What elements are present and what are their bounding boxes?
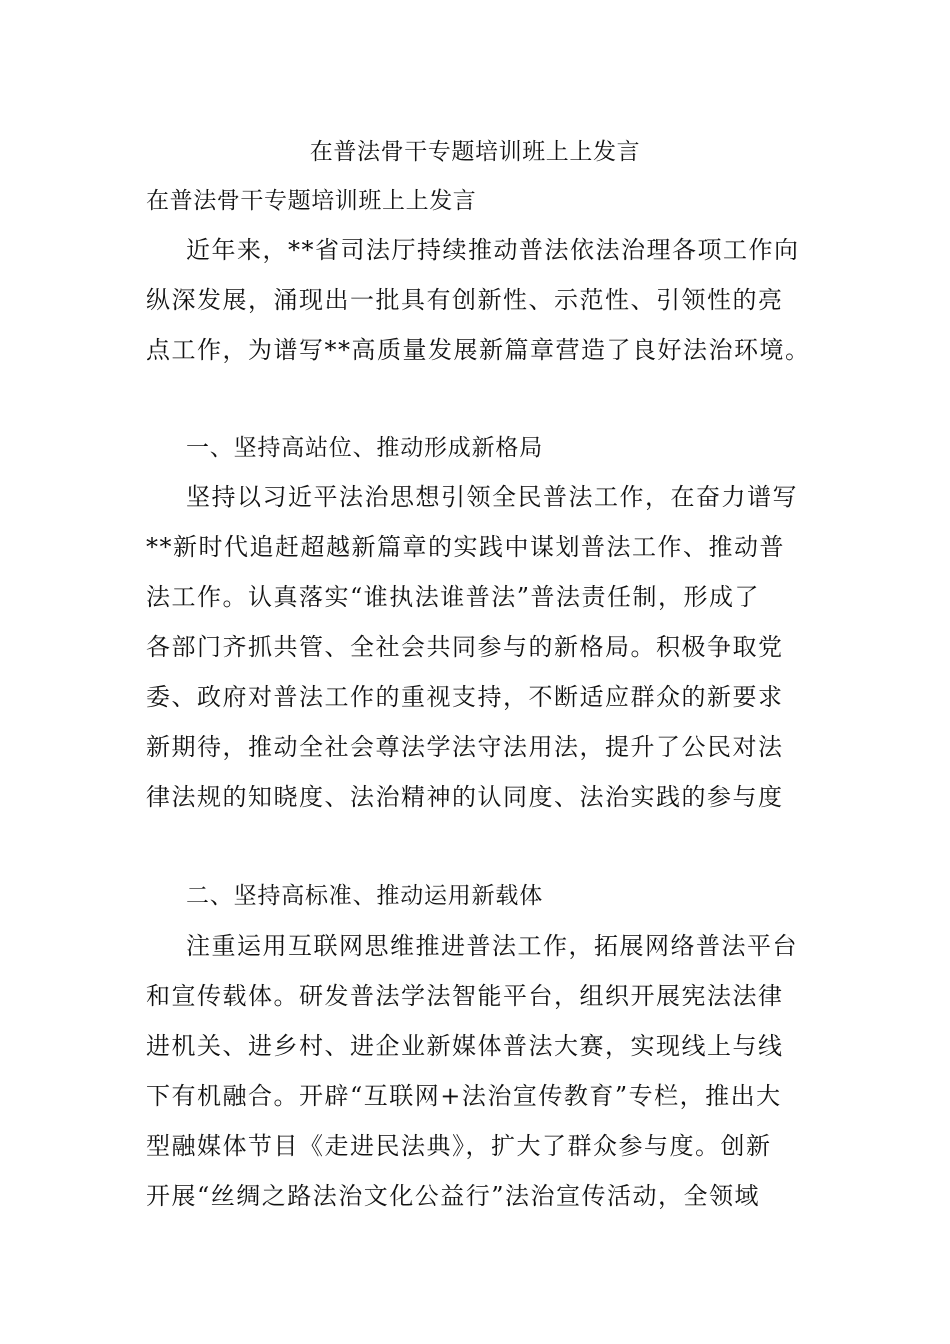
intro-line: 纵深发展，涌现出一批具有创新性、示范性、引领性的亮 (146, 286, 784, 314)
section-2-line: 注重运用互联网思维推进普法工作，拓展网络普法平台 (186, 932, 798, 960)
section-1-line: 坚持以习近平法治思想引领全民普法工作，在奋力谱写 (186, 483, 798, 511)
section-heading-1: 一、坚持高站位、推动形成新格局 (186, 435, 543, 461)
section-heading-2: 二、坚持高标准、推动运用新载体 (186, 883, 543, 909)
section-2-line: 型融媒体节目《走进民法典》，扩大了群众参与度。创新 (146, 1132, 772, 1160)
section-1-line: 各部门齐抓共管、全社会共同参与的新格局。积极争取党 (146, 633, 784, 661)
section-1-line: 委、政府对普法工作的重视支持，不断适应群众的新要求 (146, 683, 784, 711)
document-title: 在普法骨干专题培训班上上发言 (309, 139, 641, 165)
document-subtitle: 在普法骨干专题培训班上上发言 (146, 188, 477, 214)
section-1-line: 律法规的知晓度、法治精神的认同度、法治实践的参与度 (146, 783, 784, 811)
section-2-line: 和宣传载体。研发普法学法智能平台，组织开展宪法法律 (146, 982, 784, 1010)
section-2-line: 下有机融合。开辟“互联网+法治宣传教育”专栏，推出大 (146, 1082, 782, 1110)
section-1-line: **新时代追赶超越新篇章的实践中谋划普法工作、推动普 (146, 533, 785, 561)
section-2-line: 开展“丝绸之路法治文化公益行”法治宣传活动，全领域 (146, 1182, 761, 1210)
section-1-line: 法工作。认真落实“谁执法谁普法”普法责任制，形成了 (146, 583, 761, 611)
intro-line: 近年来，**省司法厅持续推动普法依法治理各项工作向 (186, 236, 800, 264)
section-2-line: 进机关、进乡村、进企业新媒体普法大赛，实现线上与线 (146, 1032, 784, 1060)
intro-line: 点工作，为谱写**高质量发展新篇章营造了良好法治环境。 (146, 336, 811, 364)
section-1-line: 新期待，推动全社会尊法学法守法用法，提升了公民对法 (146, 733, 784, 761)
